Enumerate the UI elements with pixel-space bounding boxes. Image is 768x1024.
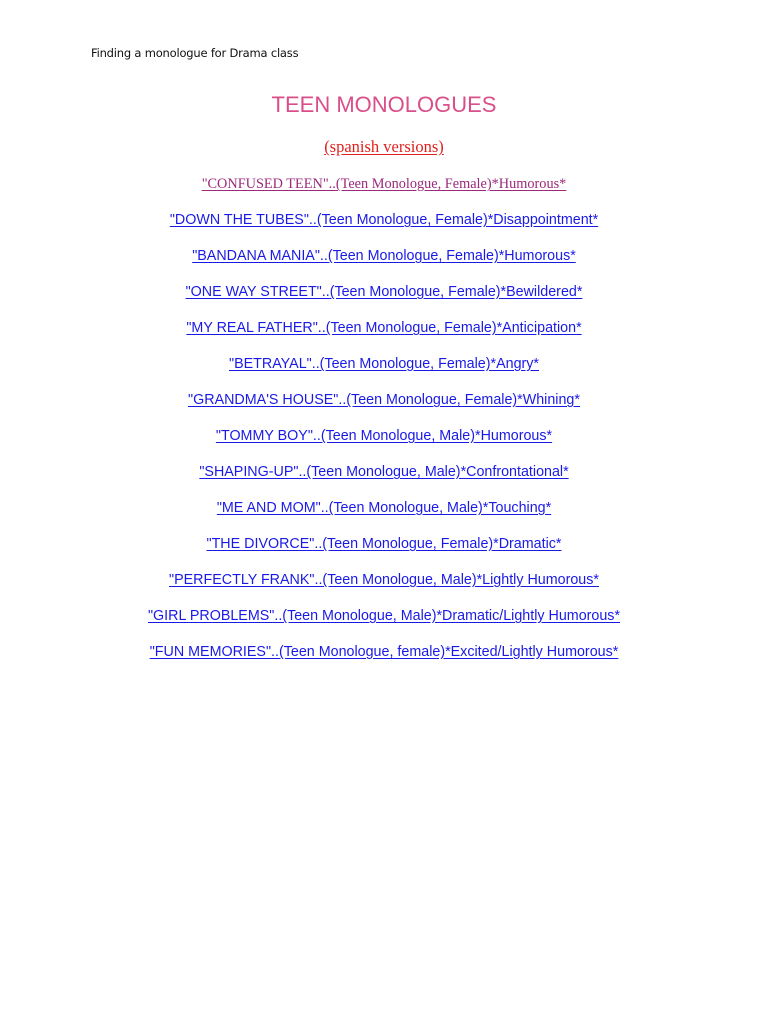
subtitle-link[interactable]: (spanish versions): [324, 137, 444, 156]
header-note: Finding a monologue for Drama class: [91, 46, 299, 60]
list-item: [0, 427, 768, 463]
monologue-link-shaping-up[interactable]: "SHAPING-UP"..(Teen Monologue, Male)*Confrontational*: [199, 464, 569, 480]
list-item: [0, 571, 768, 607]
monologue-list: [0, 175, 768, 679]
list-item: [0, 247, 768, 283]
monologue-link-tommy-boy[interactable]: "TOMMY BOY"..(Teen Monologue, Male)*Humorous*: [215, 428, 553, 444]
monologue-link-confused-teen[interactable]: "CONFUSED TEEN"..(Teen Monologue, Female)*Humorous*: [201, 176, 567, 192]
monologue-link-fun-memories[interactable]: "FUN MEMORIES"..(Teen Monologue, female)*Excited/Lightly Humorous*: [149, 644, 619, 660]
monologue-link-my-real-father[interactable]: "MY REAL FATHER"..(Teen Monologue, Female)*Anticipation*: [186, 320, 582, 336]
monologue-link-bandana-mania[interactable]: "BANDANA MANIA"..(Teen Monologue, Female)*Humorous*: [192, 248, 576, 264]
list-item: [0, 355, 768, 391]
list-item: [0, 283, 768, 319]
monologue-link-betrayal[interactable]: "BETRAYAL"..(Teen Monologue, Female)*Angry*: [229, 356, 539, 372]
monologue-link-girl-problems[interactable]: "GIRL PROBLEMS"..(Teen Monologue, Male)*Dramatic/Lightly Humorous*: [147, 608, 621, 624]
monologue-link-the-divorce[interactable]: "THE DIVORCE"..(Teen Monologue, Female)*Dramatic*: [206, 536, 562, 552]
list-item: [0, 319, 768, 355]
list-item: [0, 211, 768, 247]
list-item: [0, 499, 768, 535]
monologue-link-down-the-tubes[interactable]: "DOWN THE TUBES"..(Teen Monologue, Female)*Disappointment*: [169, 212, 599, 228]
monologue-link-me-and-mom[interactable]: "ME AND MOM"..(Teen Monologue, Male)*Touching*: [216, 500, 552, 516]
list-item: [0, 463, 768, 499]
list-item: [0, 643, 768, 679]
list-item: [0, 391, 768, 427]
monologue-link-one-way-street[interactable]: "ONE WAY STREET"..(Teen Monologue, Female)*Bewildered*: [185, 284, 583, 300]
monologue-link-grandmas-house[interactable]: "GRANDMA'S HOUSE"..(Teen Monologue, Female)*Whining*: [188, 392, 580, 408]
page-title: TEEN MONOLOGUES: [271, 92, 497, 117]
list-item: [0, 535, 768, 571]
list-item: [0, 607, 768, 643]
list-item: [0, 175, 768, 211]
monologue-link-perfectly-frank[interactable]: "PERFECTLY FRANK"..(Teen Monologue, Male)*Lightly Humorous*: [169, 572, 599, 588]
